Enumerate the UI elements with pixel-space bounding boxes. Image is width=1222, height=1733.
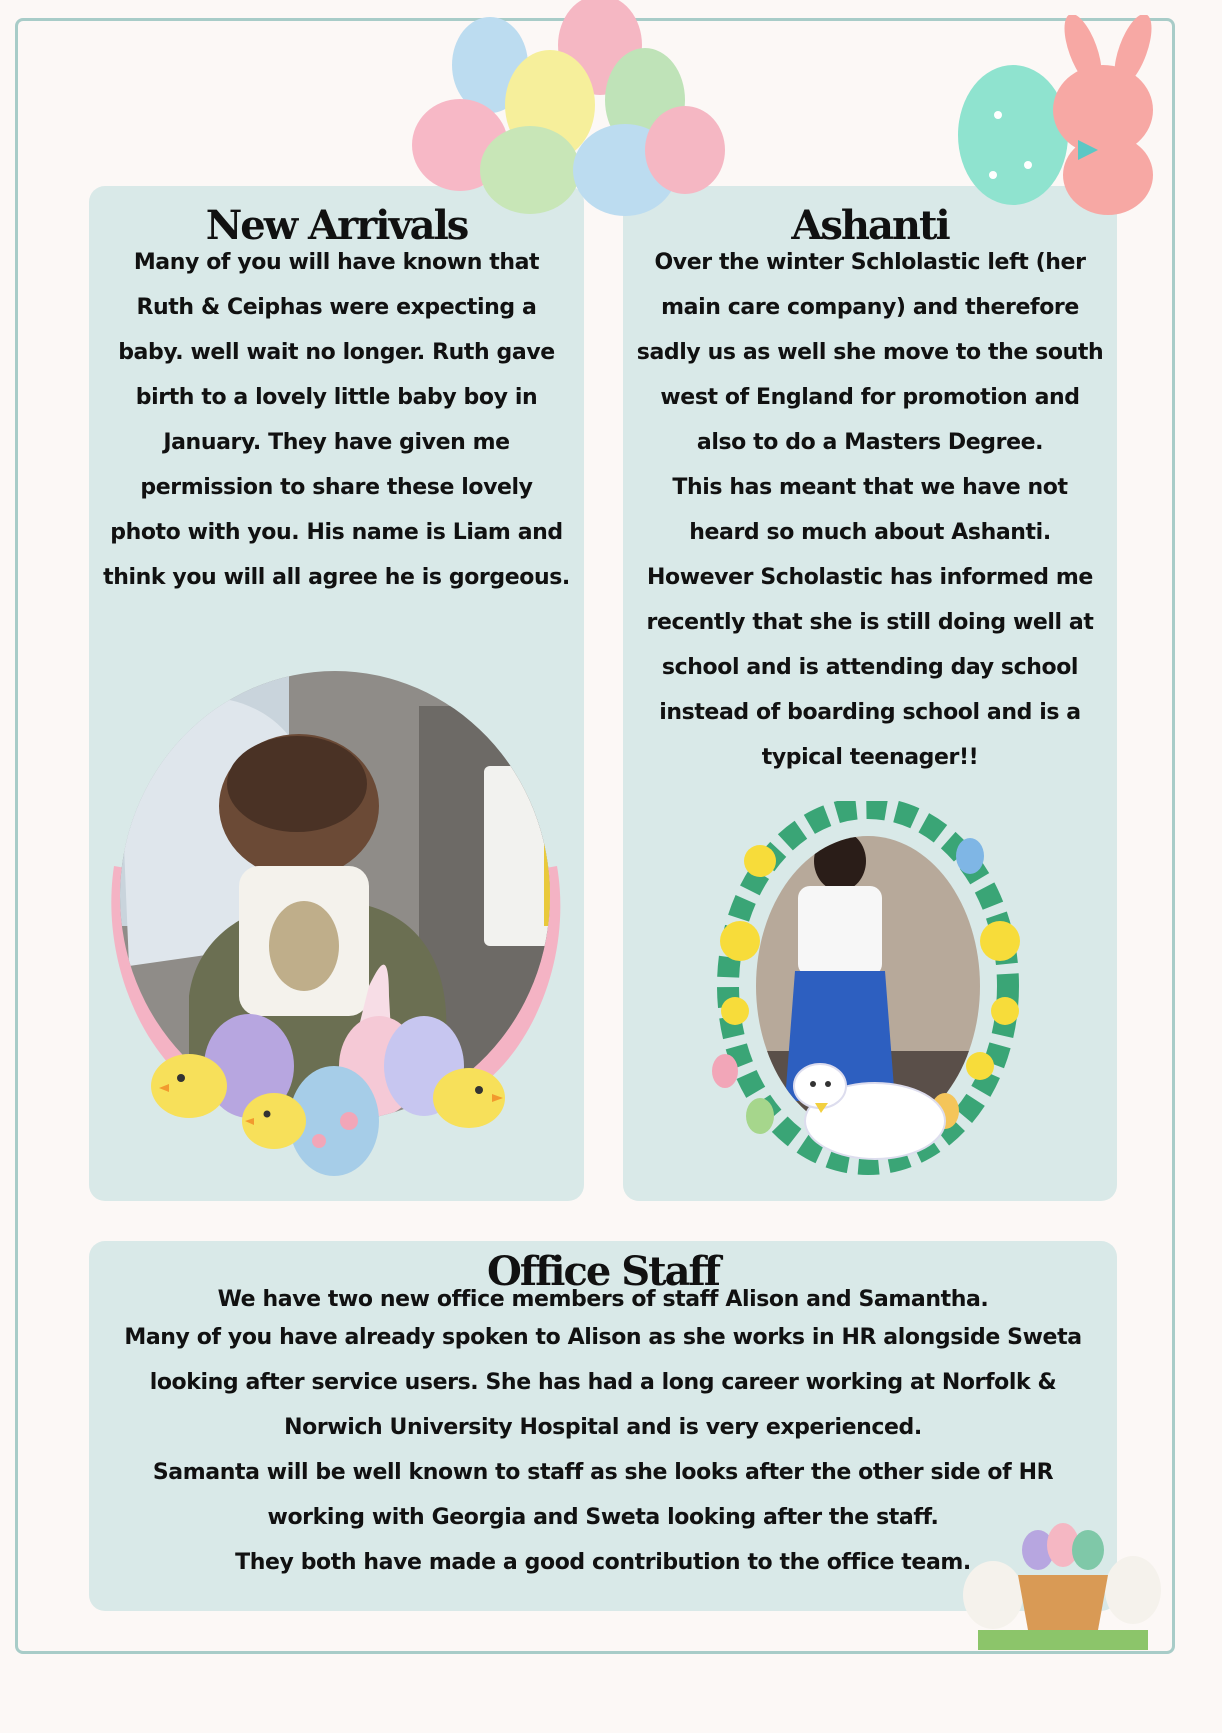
- new-arrivals-title: New Arrivals: [205, 202, 468, 249]
- new-arrivals-card: [89, 186, 584, 1201]
- ashanti-card: [623, 186, 1117, 1201]
- easter-eggs-cluster-icon: [410, 0, 730, 220]
- easter-bunny-with-egg-icon: [928, 15, 1188, 225]
- office-staff-paragraph-1: We have two new office members of staff Alison and Samantha.: [217, 1287, 989, 1312]
- easter-basket-bunnies-icon: [948, 1505, 1178, 1660]
- ashanti-paragraph-1: Over the winter Schlolastic left (her main care company) and therefore sadly us as well she move to the south west of England for promotion and also to do a Masters Degree.: [636, 250, 1104, 455]
- ashanti-paragraph-2: This has meant that we have not heard so much about Ashanti. However Scholastic has informed me recently that she is still doing well at school and is attending day school instead of boarding school and is a typical teenager!!: [646, 475, 1094, 770]
- new-arrivals-text: [103, 240, 570, 600]
- chick-icon: [433, 1068, 505, 1128]
- new-arrivals-paragraph: Many of you will have known that Ruth & Ceiphas were expecting a baby. well wait no longer. Ruth gave birth to a lovely little baby boy in January. They have given me permission to share these lovely photo with you. His name is Liam and think you will all agree he is gorgeous.: [103, 250, 570, 590]
- chick-icon: [242, 1093, 306, 1149]
- chick-icon: [151, 1054, 227, 1118]
- ashanti-text: [635, 240, 1105, 780]
- office-staff-title: Office Staff: [487, 1248, 719, 1295]
- baby-photo-frame: [89, 666, 584, 1186]
- office-staff-paragraph-2: Many of you have already spoken to Alison as she works in HR alongside Sweta looking after service users. She has had a long career working at Norfolk & Norwich University Hospital and is very experienced.: [124, 1325, 1082, 1440]
- office-staff-paragraph-4: They both have made a good contribution to the office team.: [235, 1550, 971, 1575]
- ashanti-photo-frame: [700, 801, 1040, 1181]
- ashanti-title: Ashanti: [791, 202, 949, 249]
- office-staff-paragraph-3: Samanta will be well known to staff as she looks after the other side of HR working with Georgia and Sweta looking after the staff.: [152, 1460, 1054, 1530]
